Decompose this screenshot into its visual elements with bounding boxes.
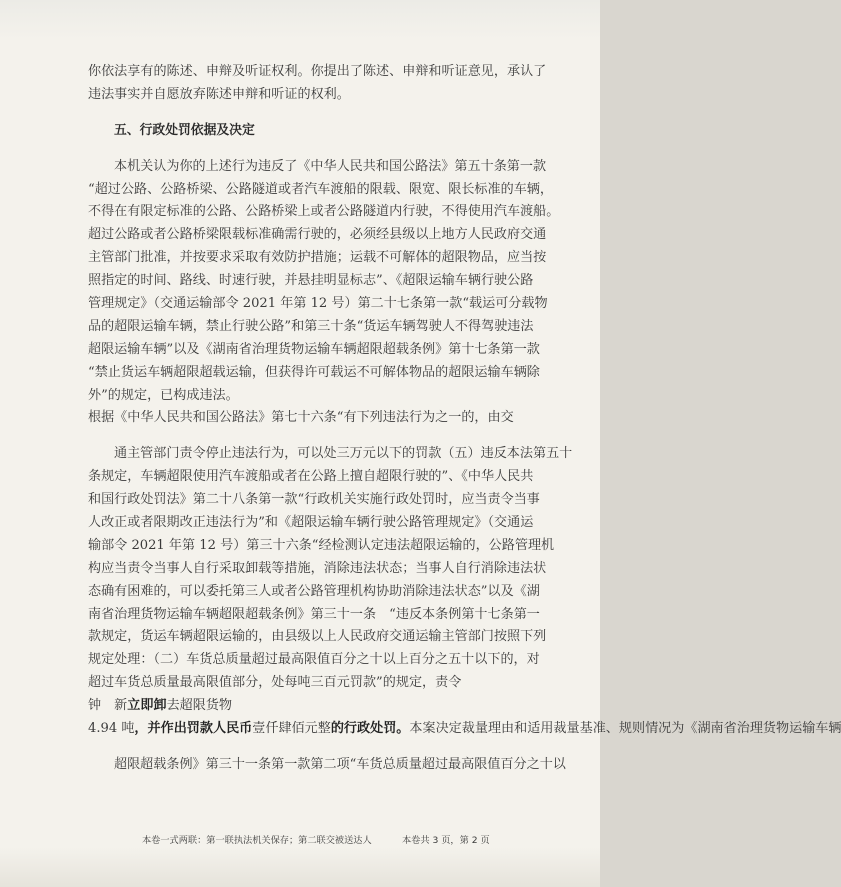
text-line: 态确有困难的，可以委托第三人或者公路管理机构协助消除违法状态”以及《湖 (88, 583, 540, 599)
text-line: 南省治理货物运输车辆超限超载条例》第三十一条 “违反本条例第十七条第一 (88, 606, 540, 622)
text-line: 规定处理：（二）车货总质量超过最高限值百分之十以上百分之五十以下的，对 (88, 652, 540, 668)
text-line: 超过车货总质量最高限值部分，处每吨三百元罚款”的规定，责令 (88, 675, 462, 691)
paragraph-gap (88, 107, 524, 120)
text-run: 钟 新 (88, 698, 128, 714)
text-line: 构应当责令当事人自行采取卸载等措施，消除违法状态；当事人自行消除违法状 (88, 560, 547, 576)
text-line (88, 777, 524, 800)
text-line: 主管部门批准，并按要求采取有效防护措施；运载不可解体的超限物品，应当按 (88, 250, 547, 266)
page-number: 本卷共 3 页，第 2 页 (402, 835, 490, 846)
page-shadow-top (0, 0, 600, 40)
text-line: 超过公路或者公路桥梁限载标准确需行驶的，必须经县级以上地方人民政府交通 (88, 227, 547, 243)
text-line: 管理规定》（交通运输部令 2021 年第 12 号）第二十七条第一款“载运可分载物 (88, 296, 548, 312)
paragraph-gap (88, 430, 524, 443)
text-run: 本案决定裁量理由和适用裁量基准、规则情况为《湖南省治理货物运输车辆 (409, 721, 841, 737)
text-run: 4.94 吨 (88, 721, 135, 737)
text-line: 款规定，货运车辆超限运输的，由县级以上人民政府交通运输主管部门按照下列 (88, 629, 547, 645)
text-line: 外”的规定，已构成违法。 (88, 387, 239, 403)
fine-amount: 的行政处罚。 (330, 721, 410, 737)
text-line: 不得在有限定标准的公路、公路桥梁上或者公路隧道内行驶，不得使用汽车渡船。 (88, 204, 560, 220)
text-line: 超限运输车辆”以及《湖南省治理货物运输车辆超限超载条例》第十七条第一款 (88, 341, 540, 357)
text-line: “超过公路、公路桥梁、公路隧道或者汽车渡船的限载、限宽、限长标准的车辆， (88, 181, 553, 197)
text-line: 人改正或者限期改正违法行为”和《超限运输车辆行驶公路管理规定》（交通运 (88, 515, 534, 531)
text-line: 条规定，车辆超限使用汽车渡船或者在公路上擅自超限行驶的”、《中华人民共 (88, 469, 534, 485)
document-body (88, 61, 841, 800)
text-line: 通主管部门责令停止违法行为，可以处三万元以下的罚款（五）违反本法第五十 (114, 446, 573, 462)
text-line-mixed (88, 695, 524, 718)
text-run: 壹仟肆佰元整 (252, 721, 331, 737)
text-line: 违法事实并自愿放弃陈述申辩和听证的权利。 (88, 86, 350, 102)
text-line: 本机关认为你的上述行为违反了《中华人民共和国公路法》第五十条第一款 (114, 158, 547, 174)
copies-note: 本卷一式两联：第一联执法机关保存；第二联交被送达人 (142, 835, 372, 846)
text-line-mixed (88, 718, 841, 741)
page-shadow-bottom (0, 847, 600, 887)
paragraph-gap (88, 143, 524, 156)
text-run: 去超限货物 (166, 698, 233, 714)
section-heading: 五、行政处罚依据及决定 (114, 122, 255, 138)
text-line: 输部令 2021 年第 12 号）第三十六条“经检测认定违法超限运输的，公路管理机 (88, 537, 555, 553)
text-line: 照指定的时间、路线、时速行驶，并悬挂明显标志”、《超限运输车辆行驶公路 (88, 273, 534, 289)
cargo-weight: ，并作出罚款人民币 (134, 721, 253, 737)
text-line: 品的超限运输车辆，禁止行驶公路”和第三十条“货运车辆驾驶人不得驾驶违法 (88, 318, 534, 334)
text-line: 你依法享有的陈述、申辩及听证权利。你提出了陈述、申辩和听证意见，承认了 (88, 64, 547, 79)
person-name: 立即卸 (127, 698, 167, 714)
text-line: 超限超载条例》第三十一条第一款第二项“车货总质量超过最高限值百分之十以 (114, 756, 566, 772)
text-line: “禁止货运车辆超限超载运输，但获得许可载运不可解体物品的超限运输车辆除 (88, 364, 540, 380)
text-line: 和国行政处罚法》第二十八条第一款“行政机关实施行政处罚时，应当责令当事 (88, 492, 540, 508)
text-line: 根据《中华人民共和国公路法》第七十六条“有下列违法行为之一的，由交 (88, 410, 514, 426)
paragraph-gap (88, 741, 524, 754)
